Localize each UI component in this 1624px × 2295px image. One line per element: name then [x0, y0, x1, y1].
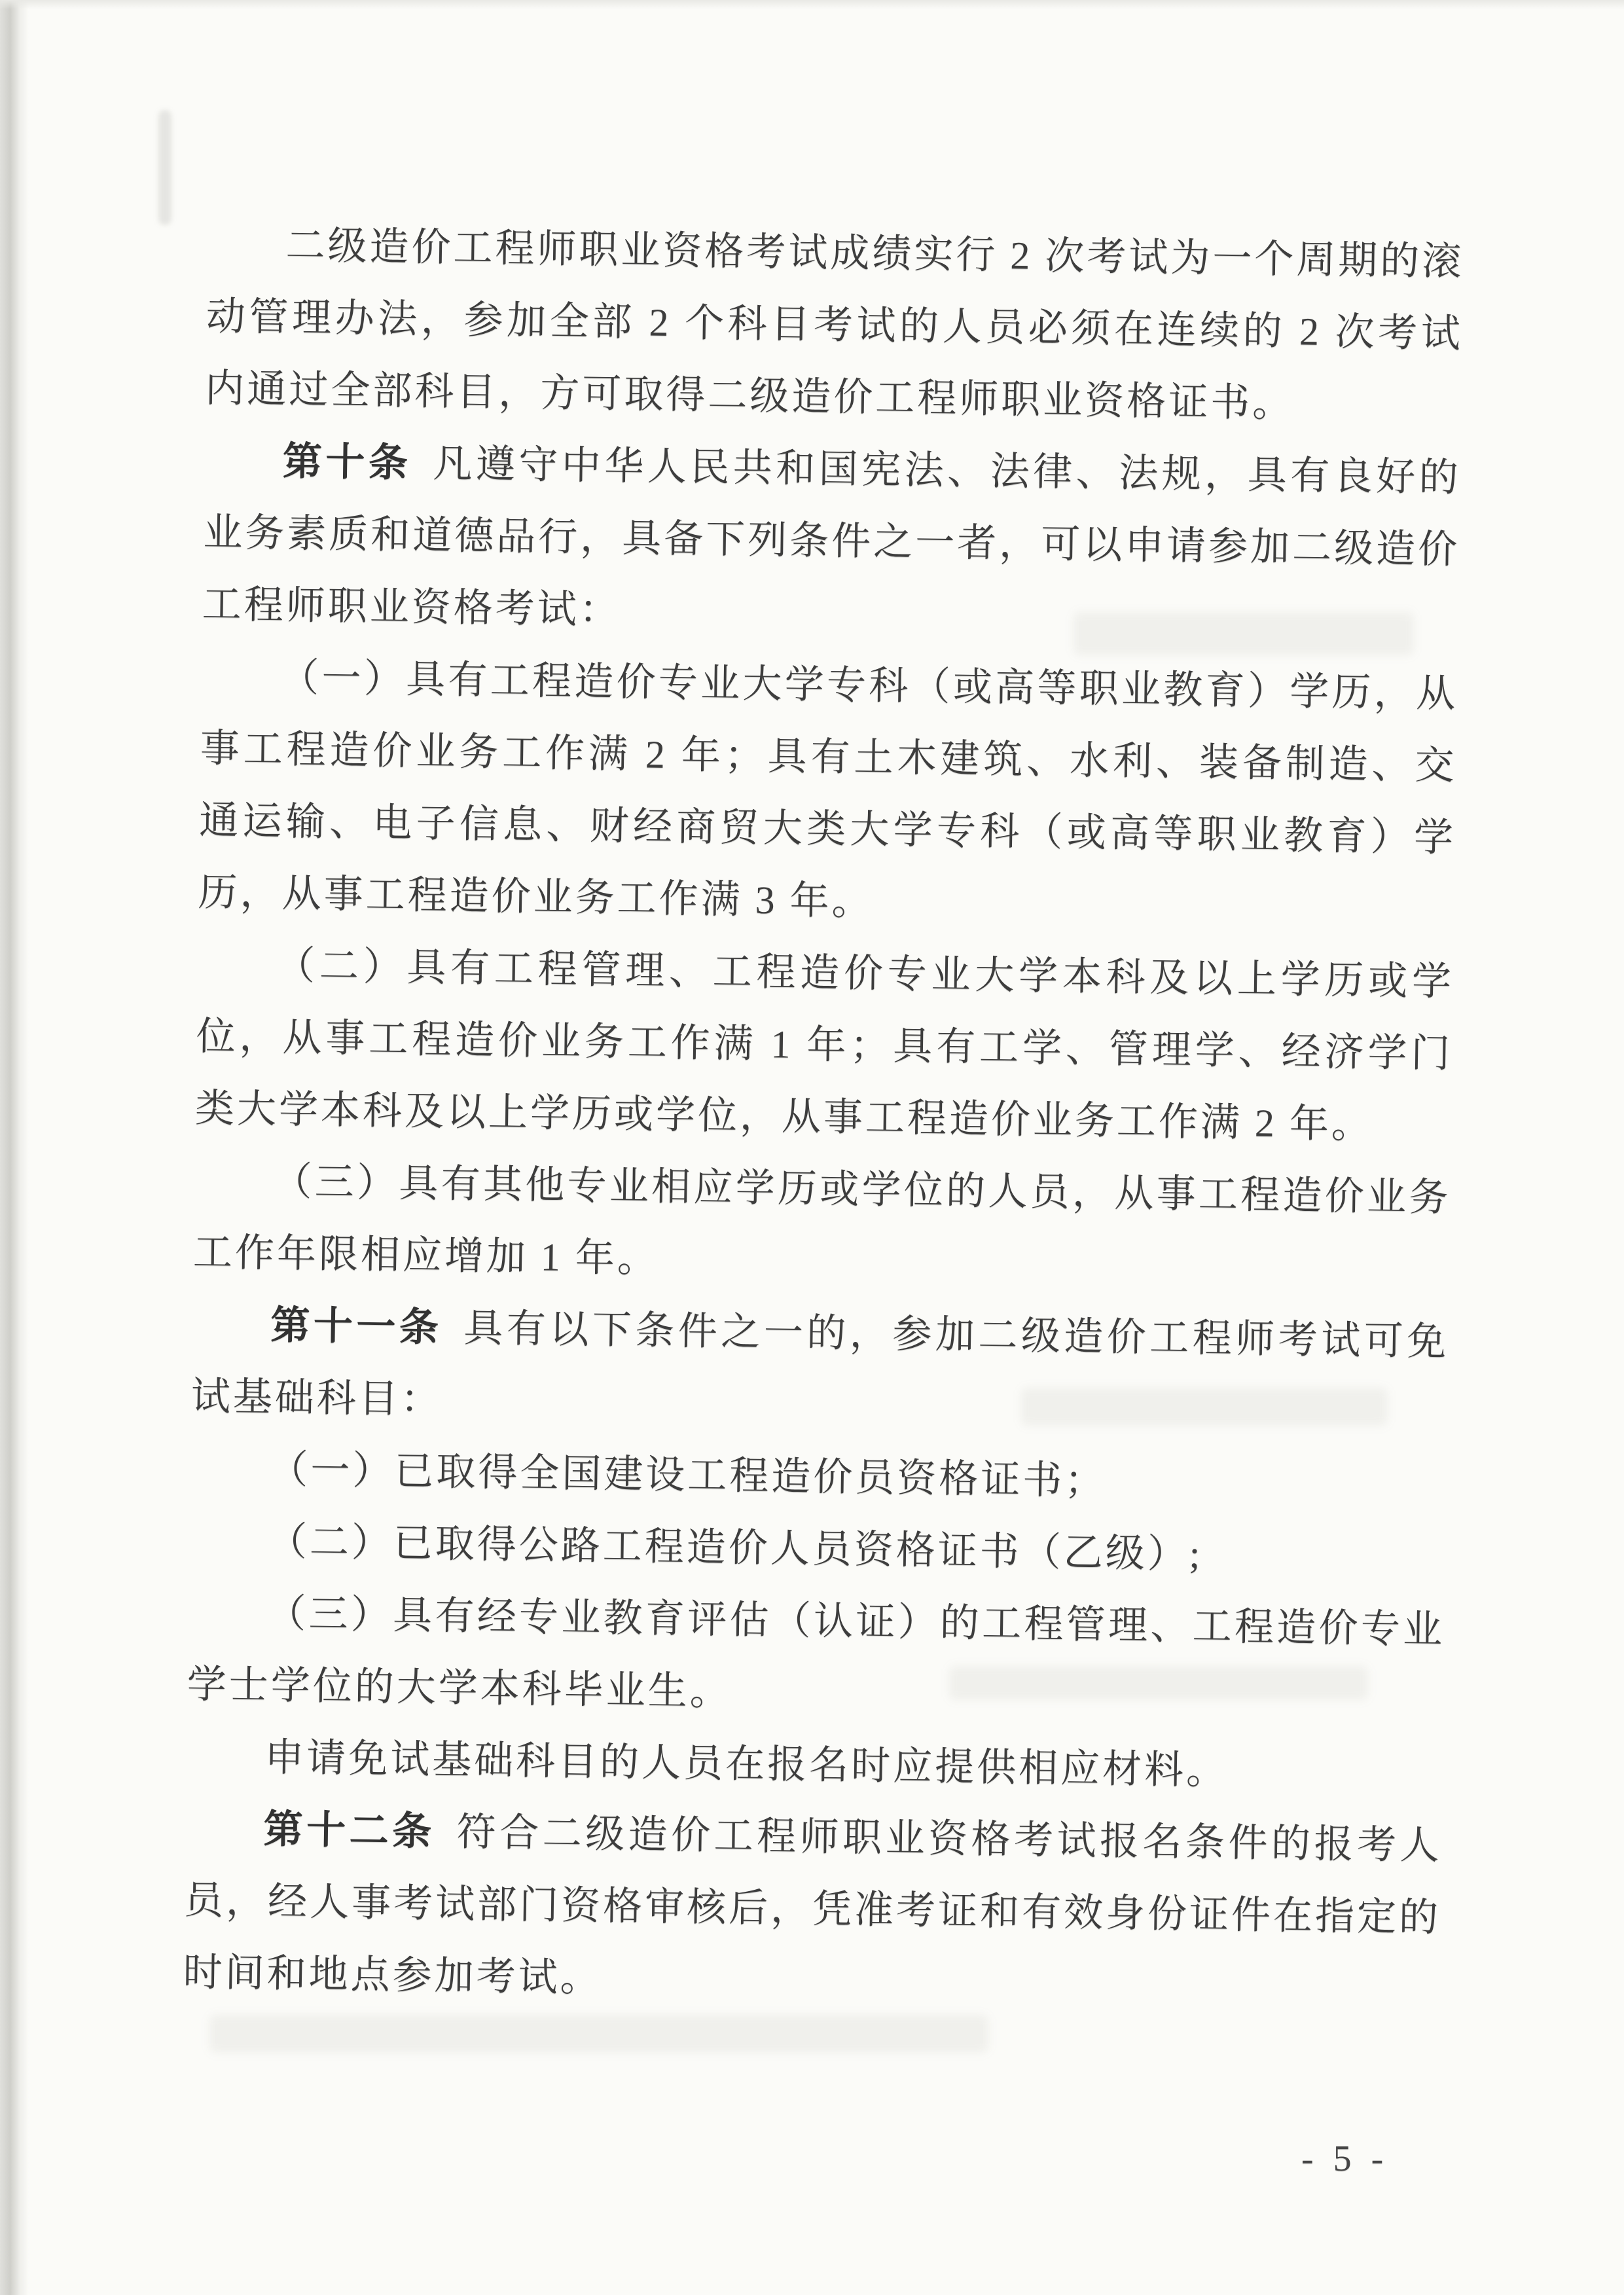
page-top-shadow: [0, 0, 1624, 9]
paragraph: [192, 1144, 1451, 1306]
article-number: 第十二条: [263, 1807, 436, 1854]
paragraph-text: 具有以下条件之一的，参加二级造价工程师考试可免试基础科目：: [190, 1306, 1449, 1422]
paragraph: [190, 1288, 1449, 1450]
paragraph-text: （一）已取得全国建设工程造价员资格证书；: [268, 1447, 1107, 1503]
paragraph: [205, 208, 1464, 442]
document-body: [183, 208, 1464, 2026]
article-number: 第十条: [282, 439, 412, 485]
bleed-through-artifact: [209, 2015, 988, 2053]
paragraph-text: 符合二级造价工程师职业资格考试报名条件的报考人员，经人事考试部门资格审核后，凭准考证和有效身份证件在指定的时间和地点参加考试。: [183, 1810, 1442, 2000]
paragraph: [198, 640, 1458, 946]
paragraph: [202, 424, 1461, 658]
paragraph-text: （三）具有其他专业相应学历或学位的人员，从事工程造价业务工作年限相应增加 1 年。: [192, 1159, 1451, 1280]
paragraph-text: （三）具有经专业教育评估（认证）的工程管理、工程造价专业学士学位的大学本科毕业生。: [187, 1591, 1445, 1714]
paragraph: [194, 928, 1454, 1162]
paragraph-text: 凡遵守中华人民共和国宪法、法律、法规，具有良好的业务素质和道德品行，具备下列条件之一者，可以申请参加二级造价工程师职业资格考试：: [202, 441, 1462, 632]
article-number: 第十一条: [270, 1303, 442, 1350]
paragraph-text: （二）已取得公路工程造价人员资格证书（乙级）;: [267, 1519, 1203, 1576]
scan-streak-artifact: [158, 110, 171, 225]
page-edge-shadow: [0, 0, 29, 2295]
paragraph-text: （一）具有工程造价专业大学专科（或高等职业教育）学历，从事工程造价业务工作满 2 年；具有土木建筑、水利、装备制造、交通运输、电子信息、财经商贸大类大学专科（或高等职业教育）学历，从事工程造价业务工作满 3 年。: [198, 655, 1458, 924]
paragraph-text: 申请免试基础科目的人员在报名时应提供相应材料。: [264, 1735, 1229, 1793]
paragraph-text: 二级造价工程师职业资格考试成绩实行 2 次考试为一个周期的滚动管理办法，参加全部 2 个科目考试的人员必须在连续的 2 次考试内通过全部科目，方可取得二级造价工程师职业资格证书。: [204, 223, 1464, 425]
paragraph: [183, 1792, 1442, 2026]
paragraph-text: （二）具有工程管理、工程造价专业大学本科及以上学历或学位，从事工程造价业务工作满 1 年；具有工学、管理学、经济学门类大学本科及以上学历或学位，从事工程造价业务工作满 2 年。: [194, 943, 1454, 1147]
page-number: - 5 -: [1301, 2139, 1389, 2179]
paragraph: [187, 1576, 1445, 1738]
